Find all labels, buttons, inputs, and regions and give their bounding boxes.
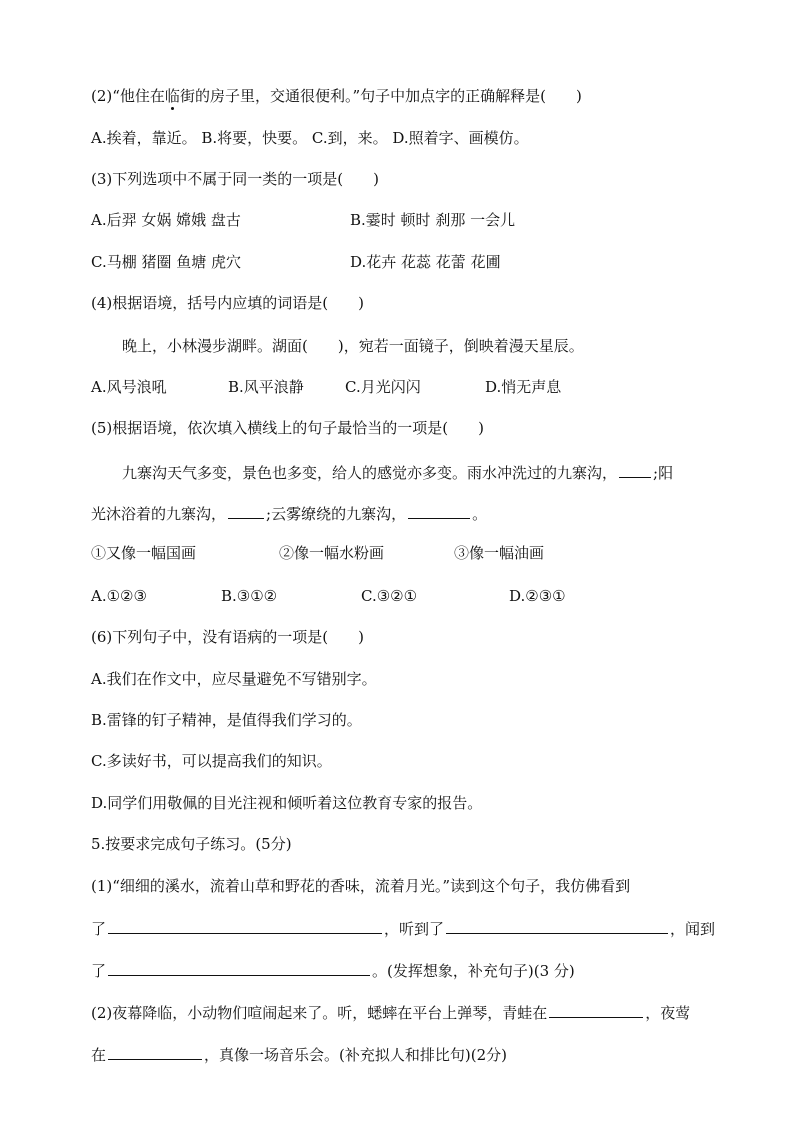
sec5-blank-smelled[interactable] <box>108 960 370 976</box>
q5-blank-3[interactable] <box>408 503 470 519</box>
q6-option-b: B.雷锋的钉子精神，是值得我们学习的。 <box>91 711 362 729</box>
q5-choice-3: ③像一幅油画 <box>454 544 545 562</box>
q3-option-d: D.花卉 花蕊 花蕾 花圃 <box>350 253 501 271</box>
section5-p1-line3 <box>91 960 734 981</box>
sec5-blank-seen[interactable] <box>108 918 382 934</box>
q5-passage-text-2a: 光沐浴着的九寨沟， <box>91 505 227 523</box>
q3-option-b: B.霎时 顿时 刹那 一会儿 <box>350 211 516 229</box>
q5-blank-2[interactable] <box>228 503 264 519</box>
q5-choice-2: ②像一幅水粉画 <box>279 544 385 562</box>
q6-stem: (6)下列句子中，没有语病的一项是( ) <box>91 628 364 646</box>
section5-p1-line1: (1)“细细的溪水，流着山草和野花的香味，流着月光。”读到这个句子，我仿佛看到 <box>91 877 631 895</box>
q3-stem: (3)下列选项中不属于同一类的一项是( ) <box>91 170 379 188</box>
q2-stem <box>91 86 734 106</box>
section5-p1-line2 <box>91 918 734 939</box>
q5-passage-text-2-end: 。 <box>472 505 488 523</box>
sec5-blank-frog[interactable] <box>549 1002 643 1018</box>
q4-stem: (4)根据语境，括号内应填的词语是( ) <box>91 294 364 312</box>
sec5-p1-text-b: ，听到了 <box>384 920 445 938</box>
q4-passage: 晚上，小林漫步湖畔。湖面( )，宛若一面镜子，倒映着漫天星辰。 <box>122 337 584 355</box>
q4-option-d: D.悄无声息 <box>485 378 562 396</box>
q4-option-a: A.风号浪吼 <box>91 378 167 396</box>
q2-dotted-char: 临 <box>164 87 180 105</box>
sec5-p1-text-c: ，闻到 <box>670 920 716 938</box>
q5-blank-1[interactable] <box>619 462 651 478</box>
q2-stem-a: (2)“他住在 <box>91 87 165 105</box>
q5-option-d: D.②③① <box>509 587 566 605</box>
q2-options: A.挨着，靠近。 B.将要，快要。 C.到，来。 D.照着字、画模仿。 <box>91 129 529 147</box>
q5-stem: (5)根据语境，依次填入横线上的句子最恰当的一项是( ) <box>91 419 484 437</box>
q4-option-c: C.月光闪闪 <box>345 378 421 396</box>
sec5-p1-text-d: 了 <box>91 962 107 980</box>
section5-p2-line2 <box>91 1044 734 1065</box>
sec5-p2-text-b: ，夜莺 <box>645 1004 691 1022</box>
q5-option-c: C.③②① <box>361 587 418 605</box>
sec5-p2-text-d: ，真像一场音乐会。(补充拟人和排比句)(2分) <box>204 1046 507 1064</box>
q4-option-b: B.风平浪静 <box>228 378 304 396</box>
q6-option-d: D.同学们用敬佩的目光注视和倾听着这位教育专家的报告。 <box>91 794 483 812</box>
q2-stem-b: 街的房子里，交通很便利。”句子中加点字的正确解释是( ) <box>179 87 582 105</box>
q6-option-c: C.多读好书，可以提高我们的知识。 <box>91 752 332 770</box>
q5-passage-line2 <box>91 503 734 524</box>
q5-option-a: A.①②③ <box>91 587 147 605</box>
sec5-p2-text-c: 在 <box>91 1046 107 1064</box>
q5-passage-line1 <box>122 462 734 483</box>
q3-option-c: C.马棚 猪圈 鱼塘 虎穴 <box>91 253 242 271</box>
sec5-p2-text-a: (2)夜幕降临，小动物们喧闹起来了。听，蟋蟀在平台上弹琴，青蛙在 <box>91 1004 548 1022</box>
section5-title: 5.按要求完成句子练习。(5分) <box>91 835 292 853</box>
q5-choice-1: ①又像一幅国画 <box>91 544 197 562</box>
sec5-blank-heard[interactable] <box>446 918 668 934</box>
q5-passage-text-2b: ;云雾缭绕的九寨沟， <box>266 505 407 523</box>
q3-option-a: A.后羿 女娲 嫦娥 盘古 <box>91 211 241 229</box>
section5-p2-line1 <box>91 1002 734 1023</box>
sec5-p1-text-a: 了 <box>91 920 107 938</box>
q5-passage-text-1-end: ;阳 <box>653 464 674 482</box>
q6-option-a: A.我们在作文中，应尽量避免不写错别字。 <box>91 670 377 688</box>
q5-option-b: B.③①② <box>221 587 278 605</box>
sec5-blank-nightingale[interactable] <box>108 1044 202 1060</box>
sec5-p1-text-e: 。(发挥想象，补充句子)(3 分) <box>372 962 575 980</box>
q5-passage-text-1: 九寨沟天气多变，景色也多变，给人的感觉亦多变。雨水冲洗过的九寨沟， <box>122 464 618 482</box>
